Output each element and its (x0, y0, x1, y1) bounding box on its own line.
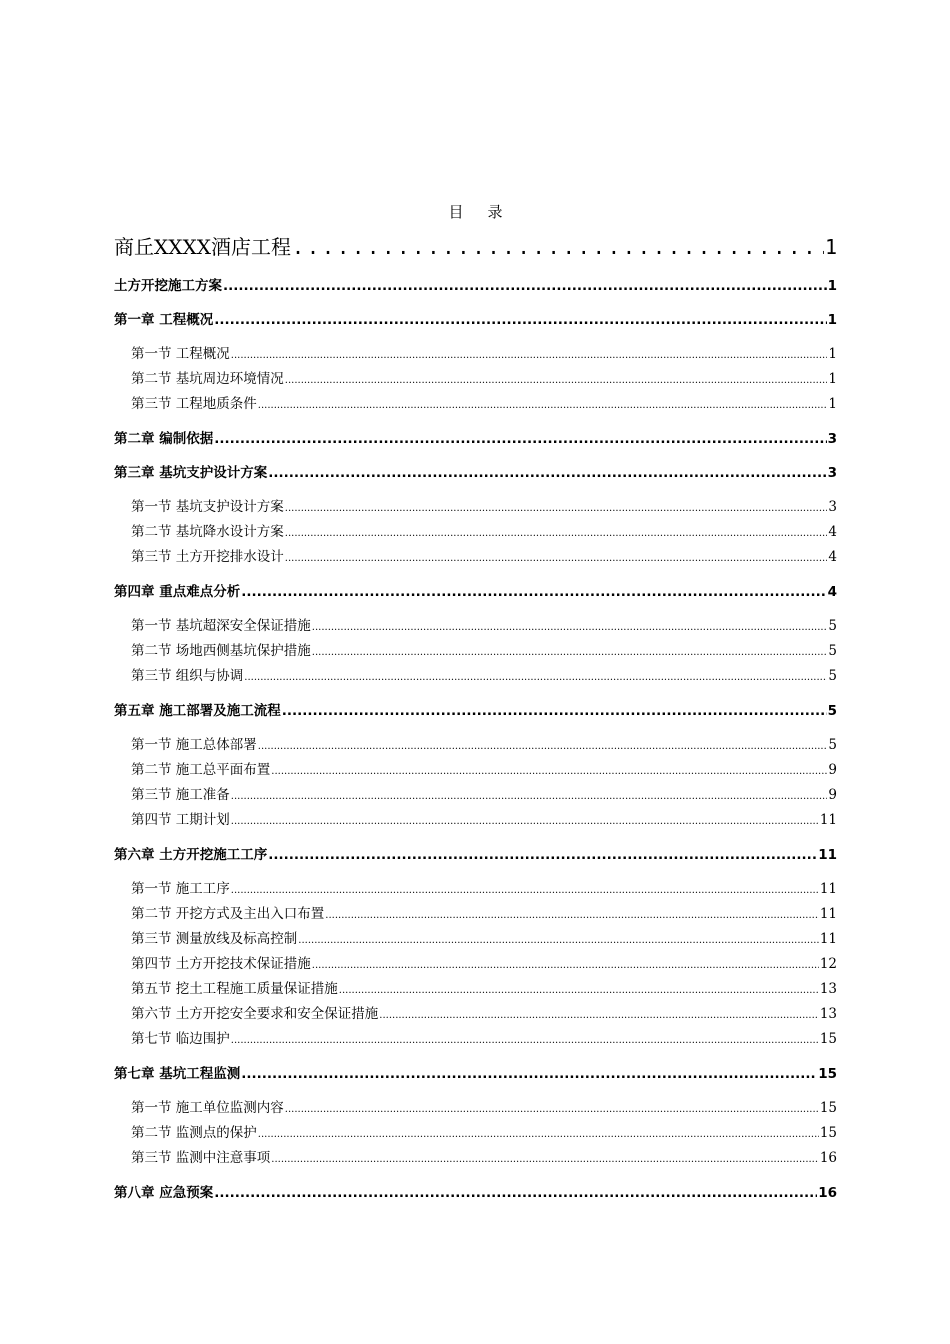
toc-entry-page: 1 (827, 312, 837, 328)
toc-leader-dots (231, 783, 828, 808)
toc-entry-title: 第一章 工程概况 (114, 312, 214, 328)
toc-leader-dots (244, 664, 827, 689)
toc-main-entry[interactable] (114, 230, 837, 264)
toc-entry-page: 5 (827, 703, 837, 719)
toc-leader-dots (214, 1181, 817, 1205)
toc-entry-page: 11 (819, 812, 837, 828)
toc-entry-page: 4 (827, 584, 837, 600)
toc-entry-page: 3 (828, 499, 837, 515)
toc-leader-dots (268, 843, 817, 867)
toc-chapter-entry[interactable] (114, 1181, 837, 1205)
toc-entry-page: 15 (819, 1100, 837, 1116)
toc-entry-title: 第二节 开挖方式及主出入口布置 (131, 906, 325, 922)
toc-list (114, 274, 837, 1205)
toc-entry-title: 第六章 土方开挖施工工序 (114, 847, 268, 863)
toc-entry-title: 第五章 施工部署及施工流程 (114, 703, 281, 719)
toc-entry-page: 4 (828, 549, 837, 565)
toc-entry-title: 第七章 基坑工程监测 (114, 1066, 241, 1082)
toc-section-entry[interactable] (114, 808, 837, 833)
toc-entry-title: 第四节 土方开挖技术保证措施 (131, 956, 311, 972)
toc-leader-dots (271, 1146, 819, 1171)
toc-section-entry[interactable] (114, 952, 837, 977)
toc-leader-dots (285, 520, 828, 545)
toc-leader-dots (312, 952, 819, 977)
toc-section-entry[interactable] (114, 1146, 837, 1171)
toc-entry-page: 1 (828, 396, 837, 412)
toc-entry-page: 12 (819, 956, 837, 972)
toc-entry-page: 1 (828, 346, 837, 362)
toc-entry-title: 第一节 施工单位监测内容 (131, 1100, 284, 1116)
toc-entry-title: 第二章 编制依据 (114, 431, 214, 447)
toc-section-entry[interactable] (114, 495, 837, 520)
toc-entry-title: 第四节 工期计划 (131, 812, 230, 828)
toc-entry-title: 第二节 施工总平面布置 (131, 762, 271, 778)
toc-leader-dots (292, 230, 824, 264)
toc-entry-page: 5 (828, 618, 837, 634)
toc-entry-page: 15 (819, 1031, 837, 1047)
toc-section-entry[interactable] (114, 639, 837, 664)
toc-entry-title: 第三节 监测中注意事项 (131, 1150, 271, 1166)
toc-entry-title: 第一节 基坑超深安全保证措施 (131, 618, 311, 634)
toc-section-entry[interactable] (114, 342, 837, 367)
toc-entry-title: 第三节 工程地质条件 (131, 396, 257, 412)
toc-entry-title: 第四章 重点难点分析 (114, 584, 241, 600)
toc-leader-dots (285, 545, 828, 570)
toc-section-entry[interactable] (114, 1002, 837, 1027)
toc-section-entry[interactable] (114, 783, 837, 808)
toc-chapter-entry[interactable] (114, 1062, 837, 1086)
toc-entry-title: 第二节 监测点的保护 (131, 1125, 257, 1141)
toc-entry-page: 5 (828, 668, 837, 684)
toc-chapter-entry[interactable] (114, 461, 837, 485)
toc-leader-dots (241, 580, 826, 604)
toc-leader-dots (325, 902, 819, 927)
toc-leader-dots (339, 977, 819, 1002)
toc-leader-dots (312, 639, 828, 664)
toc-leader-dots (231, 808, 819, 833)
toc-leader-dots (241, 1062, 817, 1086)
toc-entry-page: 11 (819, 906, 837, 922)
toc-section-entry[interactable] (114, 877, 837, 902)
toc-leader-dots (214, 427, 826, 451)
toc-section-entry[interactable] (114, 927, 837, 952)
toc-entry-title: 第二节 场地西侧基坑保护措施 (131, 643, 311, 659)
toc-entry-page: 9 (828, 762, 837, 778)
toc-entry-title: 第一节 施工总体部署 (131, 737, 257, 753)
toc-leader-dots (312, 614, 828, 639)
toc-entry-page: 3 (827, 465, 837, 481)
toc-entry-page: 1 (828, 371, 837, 387)
toc-entry-title: 第三节 土方开挖排水设计 (131, 549, 284, 565)
toc-section-entry[interactable] (114, 392, 837, 417)
toc-entry-title: 第八章 应急预案 (114, 1185, 214, 1201)
toc-leader-dots (231, 342, 828, 367)
table-of-contents (114, 200, 837, 1205)
toc-leader-dots (285, 367, 828, 392)
toc-chapter-entry[interactable] (114, 308, 837, 332)
toc-entry-page: 13 (819, 1006, 837, 1022)
toc-entry-page: 4 (828, 524, 837, 540)
toc-leader-dots (379, 1002, 819, 1027)
toc-leader-dots (231, 877, 819, 902)
toc-entry-title: 第二节 基坑周边环境情况 (131, 371, 284, 387)
toc-entry-page: 15 (818, 1066, 837, 1082)
toc-section-entry[interactable] (114, 1121, 837, 1146)
toc-leader-dots (258, 733, 828, 758)
toc-chapter-entry[interactable] (114, 580, 837, 604)
toc-section-entry[interactable] (114, 902, 837, 927)
toc-entry-page: 5 (828, 737, 837, 753)
toc-heading-char-2: 录 (487, 203, 503, 221)
toc-entry-title: 土方开挖施工方案 (114, 278, 222, 294)
toc-section-entry[interactable] (114, 1096, 837, 1121)
toc-entry-page: 9 (828, 787, 837, 803)
toc-chapter-entry[interactable] (114, 427, 837, 451)
toc-section-entry[interactable] (114, 520, 837, 545)
toc-entry-page: 1 (827, 278, 837, 294)
toc-section-entry[interactable] (114, 367, 837, 392)
toc-section-entry[interactable] (114, 1027, 837, 1052)
toc-leader-dots (285, 495, 828, 520)
toc-heading-char-1: 目 (448, 203, 464, 221)
toc-leader-dots (285, 1096, 819, 1121)
toc-chapter-entry[interactable] (114, 274, 837, 298)
toc-entry-page: 16 (819, 1150, 837, 1166)
toc-entry-title: 第一节 施工工序 (131, 881, 230, 897)
toc-leader-dots (258, 1121, 819, 1146)
toc-entry-page: 15 (819, 1125, 837, 1141)
toc-entry-title: 商丘XXXX酒店工程 (114, 235, 291, 259)
toc-entry-title: 第三节 施工准备 (131, 787, 230, 803)
toc-section-entry[interactable] (114, 733, 837, 758)
toc-chapter-entry[interactable] (114, 699, 837, 723)
toc-leader-dots (258, 392, 828, 417)
toc-entry-title: 第二节 基坑降水设计方案 (131, 524, 284, 540)
toc-entry-title: 第七节 临边围护 (131, 1031, 230, 1047)
toc-leader-dots (214, 308, 826, 332)
toc-section-entry[interactable] (114, 758, 837, 783)
toc-entry-title: 第五节 挖土工程施工质量保证措施 (131, 981, 338, 997)
toc-entry-page: 1 (824, 235, 837, 259)
toc-entry-page: 5 (828, 643, 837, 659)
toc-entry-page: 11 (819, 881, 837, 897)
toc-leader-dots (282, 699, 827, 723)
toc-entry-page: 11 (818, 847, 837, 863)
toc-entry-title: 第三节 组织与协调 (131, 668, 244, 684)
toc-entry-page: 11 (819, 931, 837, 947)
toc-leader-dots (223, 274, 827, 298)
toc-entry-page: 3 (827, 431, 837, 447)
toc-entry-page: 16 (818, 1185, 837, 1201)
toc-entry-title: 第三章 基坑支护设计方案 (114, 465, 268, 481)
toc-entry-title: 第六节 土方开挖安全要求和安全保证措施 (131, 1006, 379, 1022)
toc-entry-title: 第三节 测量放线及标高控制 (131, 931, 298, 947)
toc-leader-dots (268, 461, 826, 485)
toc-section-entry[interactable] (114, 614, 837, 639)
toc-entry-title: 第一节 工程概况 (131, 346, 230, 362)
toc-leader-dots (271, 758, 827, 783)
toc-section-entry[interactable] (114, 545, 837, 570)
toc-section-entry[interactable] (114, 977, 837, 1002)
toc-entry-title: 第一节 基坑支护设计方案 (131, 499, 284, 515)
toc-section-entry[interactable] (114, 664, 837, 689)
toc-heading (114, 200, 837, 224)
toc-leader-dots (231, 1027, 819, 1052)
toc-leader-dots (298, 927, 819, 952)
toc-chapter-entry[interactable] (114, 843, 837, 867)
toc-entry-page: 13 (819, 981, 837, 997)
